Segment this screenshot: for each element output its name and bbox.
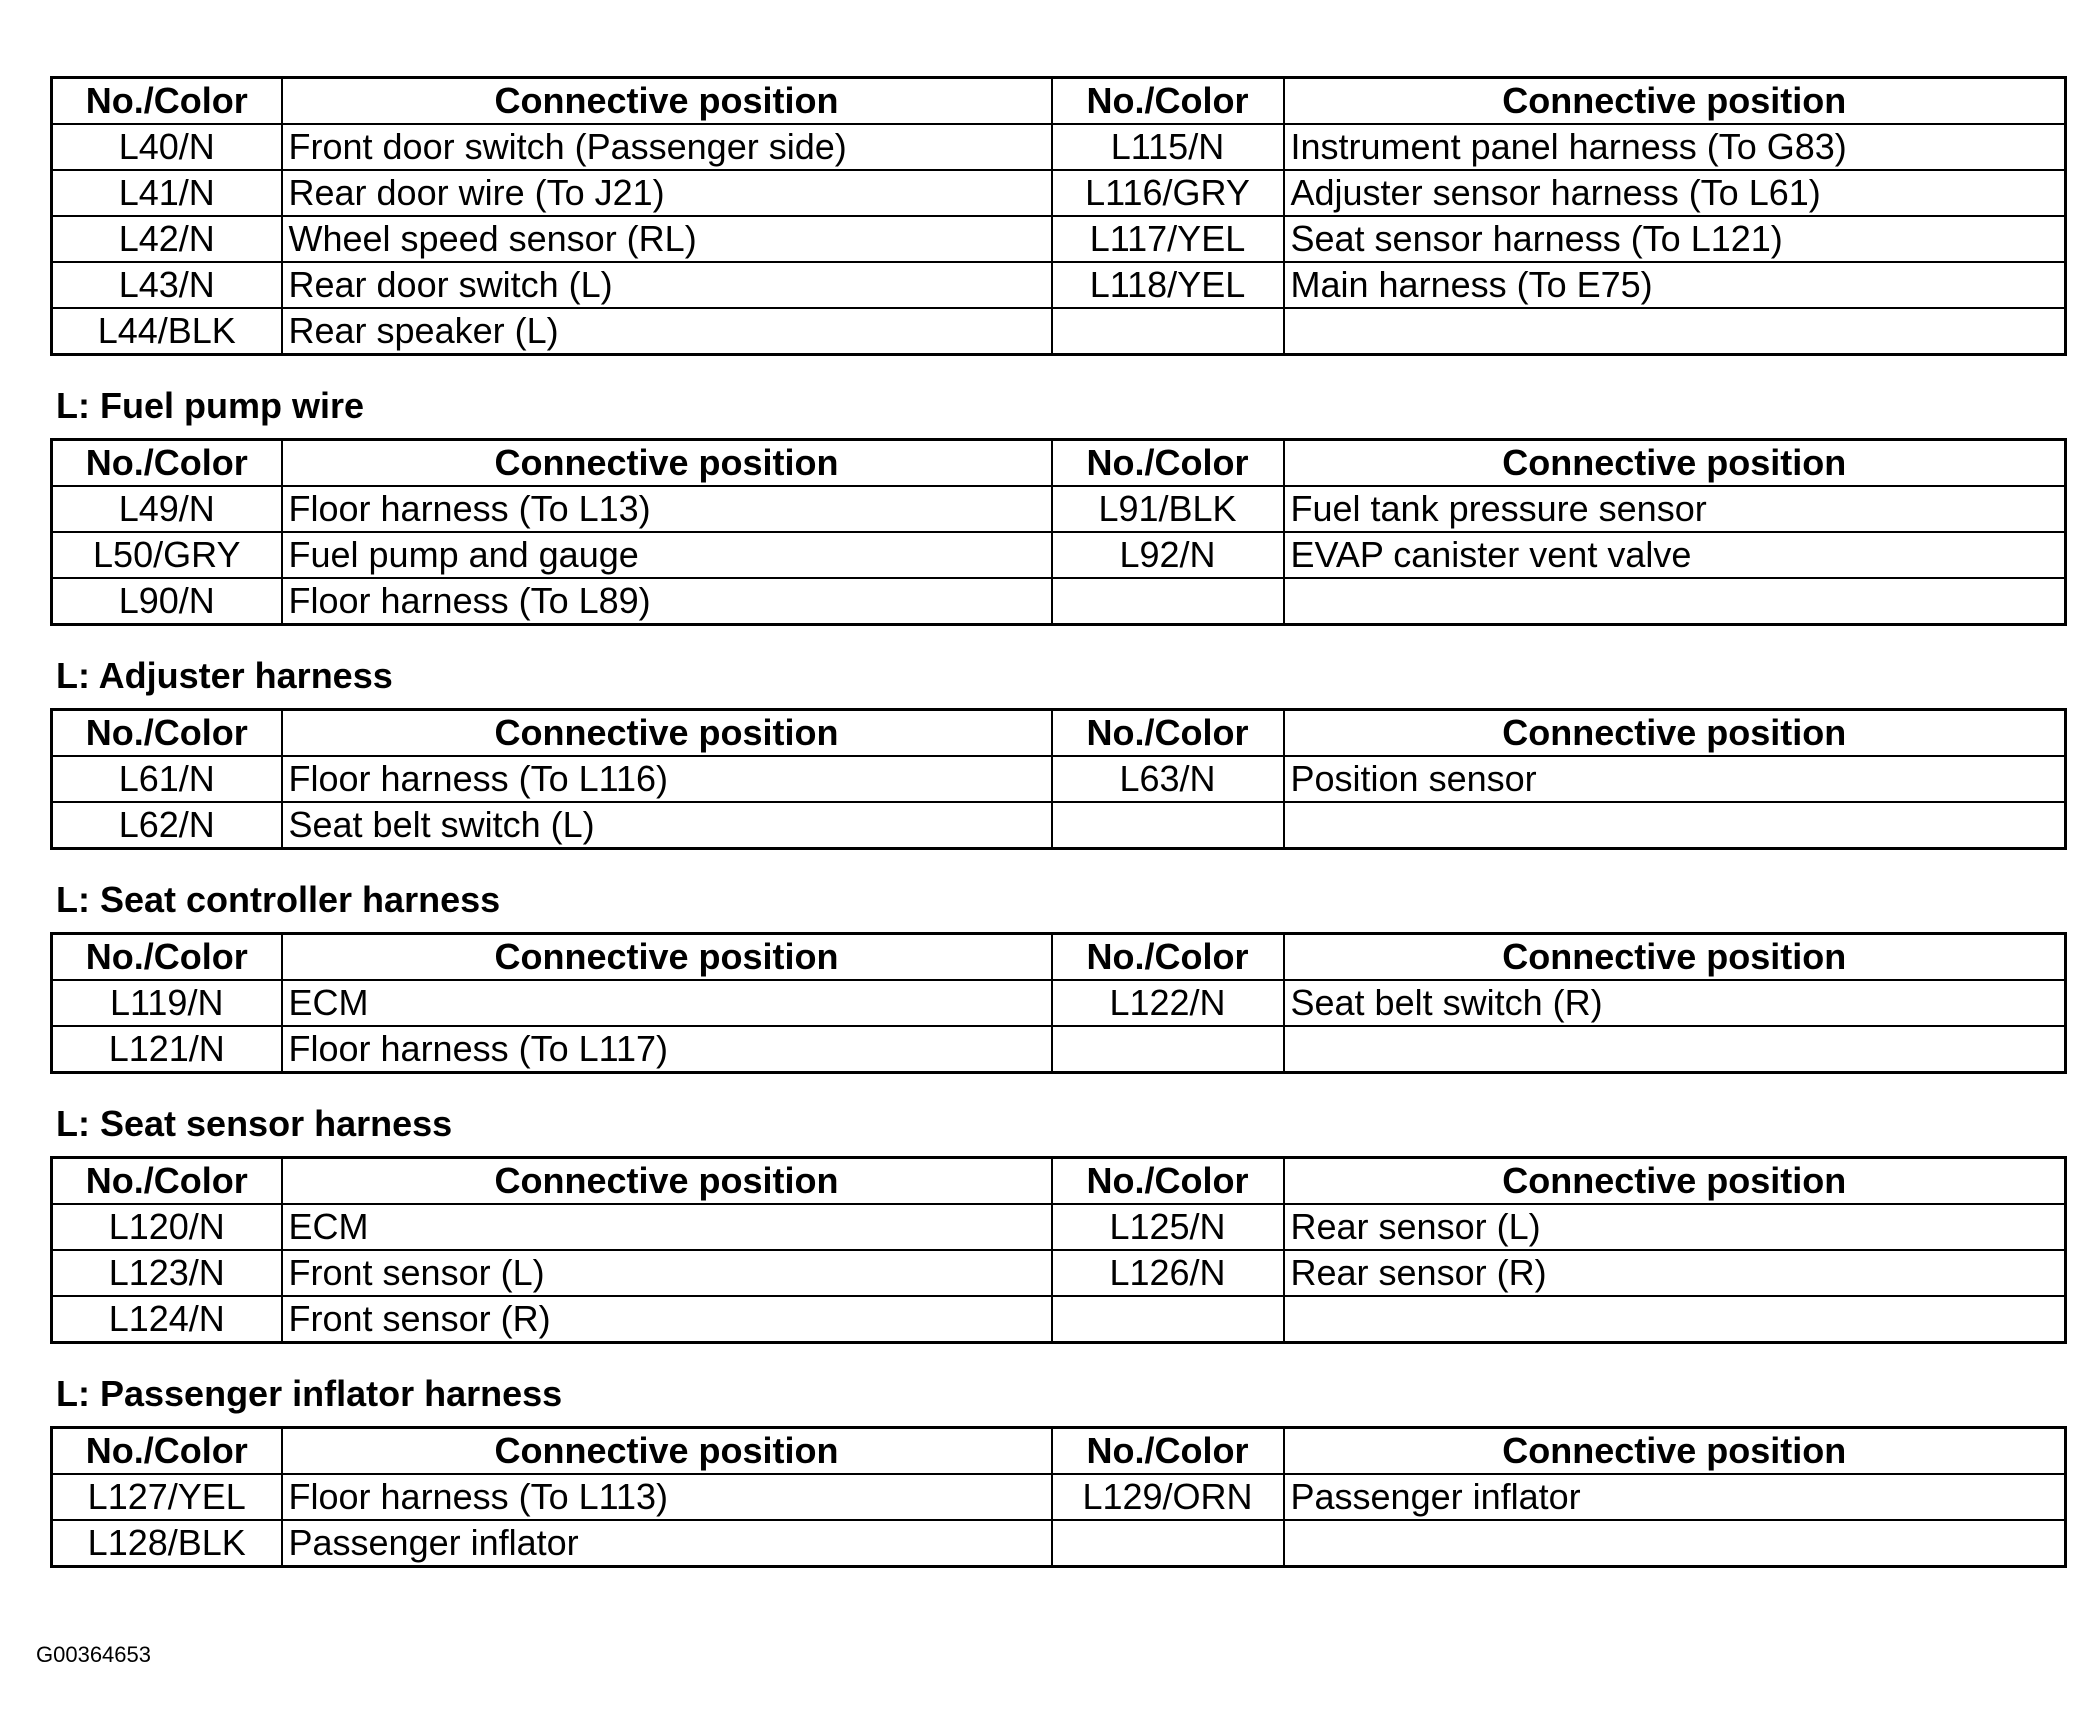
- connector-table: [50, 438, 2067, 626]
- table-row: [52, 1520, 2066, 1567]
- connector-number: L121/N: [52, 1026, 282, 1073]
- connective-position: Main harness (To E75): [1284, 262, 2066, 308]
- table-row: [52, 980, 2066, 1026]
- connector-number: L91/BLK: [1052, 486, 1284, 532]
- connector-number: L40/N: [52, 124, 282, 170]
- connective-position: [1284, 578, 2066, 625]
- header-connective-position: Connective position: [1284, 440, 2066, 487]
- connective-position: Passenger inflator: [282, 1520, 1052, 1567]
- header-connective-position: Connective position: [282, 1428, 1052, 1475]
- connective-position: ECM: [282, 1204, 1052, 1250]
- connective-position: Fuel pump and gauge: [282, 532, 1052, 578]
- header-no-color: No./Color: [52, 934, 282, 981]
- connector-number: L63/N: [1052, 756, 1284, 802]
- connector-number: L129/ORN: [1052, 1474, 1284, 1520]
- section-title: L: Adjuster harness: [56, 655, 393, 696]
- connector-number: [1052, 1520, 1284, 1567]
- connective-position: Instrument panel harness (To G83): [1284, 124, 2066, 170]
- connector-table: [50, 76, 2067, 356]
- table-row: [52, 124, 2066, 170]
- connector-number: L126/N: [1052, 1250, 1284, 1296]
- connector-number: L119/N: [52, 980, 282, 1026]
- connector-section: [50, 76, 2064, 356]
- table-row: [52, 756, 2066, 802]
- table-row: [52, 532, 2066, 578]
- header-no-color: No./Color: [1052, 440, 1284, 487]
- connective-position: Front sensor (L): [282, 1250, 1052, 1296]
- connector-number: [1052, 308, 1284, 355]
- header-connective-position: Connective position: [1284, 934, 2066, 981]
- section-title: L: Seat sensor harness: [56, 1103, 453, 1144]
- connective-position: Floor harness (To L113): [282, 1474, 1052, 1520]
- connector-number: [1052, 1296, 1284, 1343]
- header-connective-position: Connective position: [1284, 1428, 2066, 1475]
- connector-number: L43/N: [52, 262, 282, 308]
- connective-position: Rear door wire (To J21): [282, 170, 1052, 216]
- connector-number: L127/YEL: [52, 1474, 282, 1520]
- connective-position: Rear door switch (L): [282, 262, 1052, 308]
- header-no-color: No./Color: [52, 710, 282, 757]
- connective-position: Rear sensor (R): [1284, 1250, 2066, 1296]
- header-connective-position: Connective position: [1284, 78, 2066, 125]
- connective-position: Rear sensor (L): [1284, 1204, 2066, 1250]
- table-header-row: [52, 710, 2066, 757]
- header-no-color: No./Color: [1052, 710, 1284, 757]
- connective-position: [1284, 1520, 2066, 1567]
- connector-number: L62/N: [52, 802, 282, 849]
- connective-position: Wheel speed sensor (RL): [282, 216, 1052, 262]
- connector-number: L92/N: [1052, 532, 1284, 578]
- connective-position: Seat belt switch (L): [282, 802, 1052, 849]
- table-row: [52, 1250, 2066, 1296]
- connector-table: [50, 1156, 2067, 1344]
- header-connective-position: Connective position: [282, 710, 1052, 757]
- table-row: [52, 1296, 2066, 1343]
- connector-table: [50, 932, 2067, 1074]
- connector-number: L117/YEL: [1052, 216, 1284, 262]
- table-header-row: [52, 1158, 2066, 1205]
- section-title: L: Seat controller harness: [56, 879, 501, 920]
- connective-position: Floor harness (To L13): [282, 486, 1052, 532]
- connective-position: Floor harness (To L89): [282, 578, 1052, 625]
- header-connective-position: Connective position: [282, 934, 1052, 981]
- header-no-color: No./Color: [1052, 1158, 1284, 1205]
- connective-position: Front sensor (R): [282, 1296, 1052, 1343]
- header-no-color: No./Color: [1052, 1428, 1284, 1475]
- header-connective-position: Connective position: [1284, 710, 2066, 757]
- connector-table: [50, 708, 2067, 850]
- header-connective-position: Connective position: [282, 78, 1052, 125]
- figure-code: G00364653: [36, 1642, 151, 1667]
- connector-number: L123/N: [52, 1250, 282, 1296]
- connector-sections: [50, 76, 2064, 1568]
- connector-number: L125/N: [1052, 1204, 1284, 1250]
- connective-position: [1284, 1296, 2066, 1343]
- connector-section: [50, 356, 2064, 626]
- connector-section: [50, 1344, 2064, 1568]
- header-no-color: No./Color: [52, 440, 282, 487]
- section-title: L: Fuel pump wire: [56, 385, 365, 426]
- connector-table: [50, 1426, 2067, 1568]
- connector-number: L44/BLK: [52, 308, 282, 355]
- connective-position: Floor harness (To L117): [282, 1026, 1052, 1073]
- table-row: [52, 262, 2066, 308]
- connector-number: L124/N: [52, 1296, 282, 1343]
- connective-position: Floor harness (To L116): [282, 756, 1052, 802]
- table-row: [52, 802, 2066, 849]
- table-header-row: [52, 78, 2066, 125]
- header-no-color: No./Color: [1052, 78, 1284, 125]
- header-no-color: No./Color: [52, 1428, 282, 1475]
- connector-section: [50, 850, 2064, 1074]
- table-row: [52, 170, 2066, 216]
- connector-number: L41/N: [52, 170, 282, 216]
- connective-position: ECM: [282, 980, 1052, 1026]
- connective-position: Seat sensor harness (To L121): [1284, 216, 2066, 262]
- connector-number: L90/N: [52, 578, 282, 625]
- connector-number: L116/GRY: [1052, 170, 1284, 216]
- table-row: [52, 486, 2066, 532]
- connector-number: L49/N: [52, 486, 282, 532]
- table-row: [52, 308, 2066, 355]
- connector-number: L61/N: [52, 756, 282, 802]
- table-row: [52, 578, 2066, 625]
- connective-position: Fuel tank pressure sensor: [1284, 486, 2066, 532]
- connector-number: [1052, 802, 1284, 849]
- connective-position: Passenger inflator: [1284, 1474, 2066, 1520]
- connector-number: L120/N: [52, 1204, 282, 1250]
- connective-position: [1284, 802, 2066, 849]
- header-connective-position: Connective position: [282, 1158, 1052, 1205]
- connector-number: [1052, 578, 1284, 625]
- connective-position: Seat belt switch (R): [1284, 980, 2066, 1026]
- connector-number: L122/N: [1052, 980, 1284, 1026]
- header-no-color: No./Color: [1052, 934, 1284, 981]
- connective-position: [1284, 308, 2066, 355]
- header-connective-position: Connective position: [1284, 1158, 2066, 1205]
- connective-position: Rear speaker (L): [282, 308, 1052, 355]
- table-row: [52, 216, 2066, 262]
- table-header-row: [52, 440, 2066, 487]
- connective-position: [1284, 1026, 2066, 1073]
- connector-number: L42/N: [52, 216, 282, 262]
- header-connective-position: Connective position: [282, 440, 1052, 487]
- table-row: [52, 1474, 2066, 1520]
- section-title: L: Passenger inflator harness: [56, 1373, 563, 1414]
- header-no-color: No./Color: [52, 78, 282, 125]
- connector-section: [50, 1074, 2064, 1344]
- connective-position: Front door switch (Passenger side): [282, 124, 1052, 170]
- table-row: [52, 1204, 2066, 1250]
- connector-section: [50, 626, 2064, 850]
- connective-position: Position sensor: [1284, 756, 2066, 802]
- document-body: [50, 76, 2064, 1568]
- connector-number: [1052, 1026, 1284, 1073]
- table-row: [52, 1026, 2066, 1073]
- connective-position: EVAP canister vent valve: [1284, 532, 2066, 578]
- connector-number: L50/GRY: [52, 532, 282, 578]
- table-header-row: [52, 934, 2066, 981]
- connector-number: L115/N: [1052, 124, 1284, 170]
- connective-position: Adjuster sensor harness (To L61): [1284, 170, 2066, 216]
- connector-number: L118/YEL: [1052, 262, 1284, 308]
- header-no-color: No./Color: [52, 1158, 282, 1205]
- table-header-row: [52, 1428, 2066, 1475]
- connector-number: L128/BLK: [52, 1520, 282, 1567]
